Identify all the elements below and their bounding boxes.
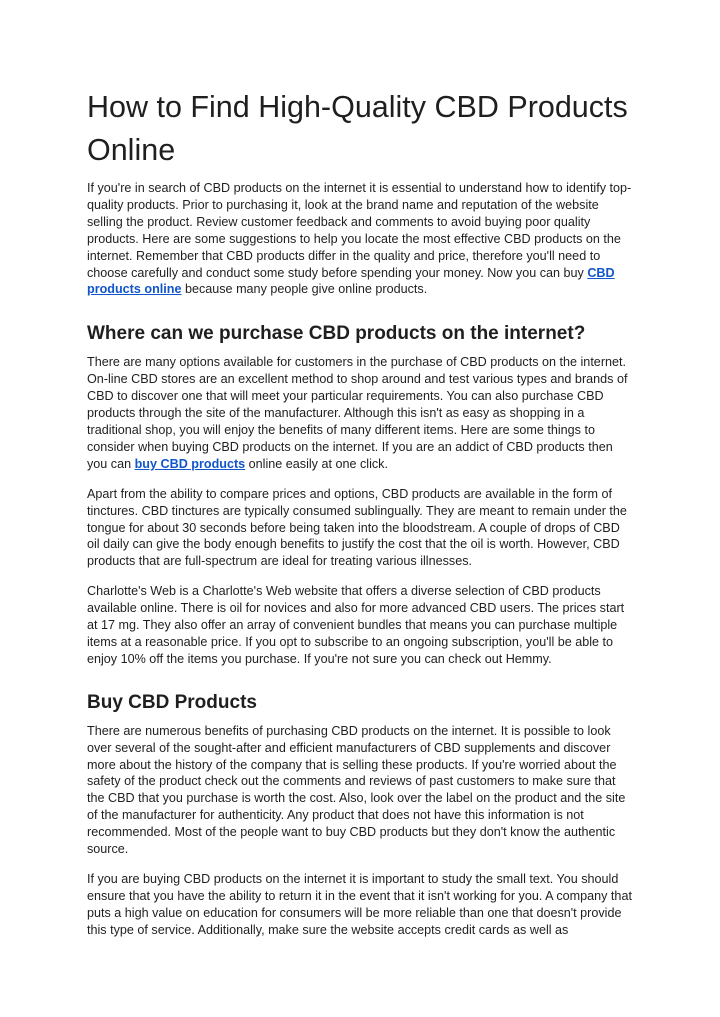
section2-paragraph-1: There are numerous benefits of purchasing CBD products on the internet. It is possible to look over several of the sought-after and efficient manufacturers of CBD supplements and discover more about the history of the company that is selling these products. If you're worried about the safety of the product check out the comments and reviews of past customers to make sure that the CBD that you purchase is worth the cost. Also, look over the label on the product and the site of the manufacturer for authenticity. Any product that does not have this information is not recommended. Most of the people want to buy CBD products but they don't know the authentic source. [87, 723, 626, 857]
section2-paragraph-2: If you are buying CBD products on the internet it is important to study the small text. You should ensure that you have the ability to return it in the event that it isn't working for you. A company that puts a high value on education for consumers will be more reliable than one that doesn't provide this type of service. Additionally, make sure the website accepts credit cards as well as [87, 872, 632, 937]
intro-after-text: because many people give online products. [181, 282, 428, 297]
cbd-products-online-link[interactable]: CBD products online [87, 265, 615, 297]
intro-text: If you're in search of CBD products on the internet it is essential to understand how to identify top-quality products. Prior to purchasing it, look at the brand name and reputation of the website selling the product. Review customer feedback and comments to avoid buying poor quality products. Here are some suggestions to help you locate the most effective CBD products on the internet. Remember that CBD products differ in the quality and price, therefore you'll need to choose carefully and conduct some study before spending your money. Now you can buy [87, 181, 632, 280]
intro-paragraph [87, 180, 633, 298]
section-heading-where-to-purchase: Where can we purchase CBD products on the internet? [87, 323, 586, 345]
section1-paragraph-3: Charlotte's Web is a Charlotte's Web website that offers a diverse selection of CBD products available online. There is oil for novices and also for more advanced CBD users. The prices start at 17 mg. They also offer an array of convenient bundles that means you can purchase multiple items at a reasonable price. If you opt to subscribe to an ongoing subscription, you'll be able to enjoy 10% off the items you purchase. If you're not sure you can check out Hemmy. [87, 584, 625, 666]
section1-paragraph-1 [87, 354, 633, 472]
section1-paragraph-2: Apart from the ability to compare prices and options, CBD products are available in the form of tinctures. CBD tinctures are typically consumed sublingually. They are meant to remain under the tongue for about 30 seconds before being taken into the bloodstream. A couple of drops of CBD oil daily can give the body enough benefits to justify the cost that the oil is worth. However, CBD products that are full-spectrum are ideal for treating various illnesses. [87, 486, 627, 569]
section1-p1-after-text: online easily at one click. [245, 456, 388, 471]
page-title: How to Find High-Quality CBD Products Online [87, 90, 628, 167]
buy-cbd-products-link[interactable]: buy CBD products [134, 456, 246, 471]
section1-p1-text: There are many options available for customers in the purchase of CBD products on the internet. On-line CBD stores are an excellent method to shop around and test various types and brands of CBD to discover one that will meet your particular requirements. You can also purchase CBD products through the site of the manufacturer. Although this isn't as easy as shopping in a traditional shop, you will enjoy the benefits of many different items. Here are some things to consider when buying CBD products on the internet. If you are an addict of CBD products then you can [87, 355, 628, 471]
section-heading-buy-cbd-products: Buy CBD Products [87, 691, 257, 713]
